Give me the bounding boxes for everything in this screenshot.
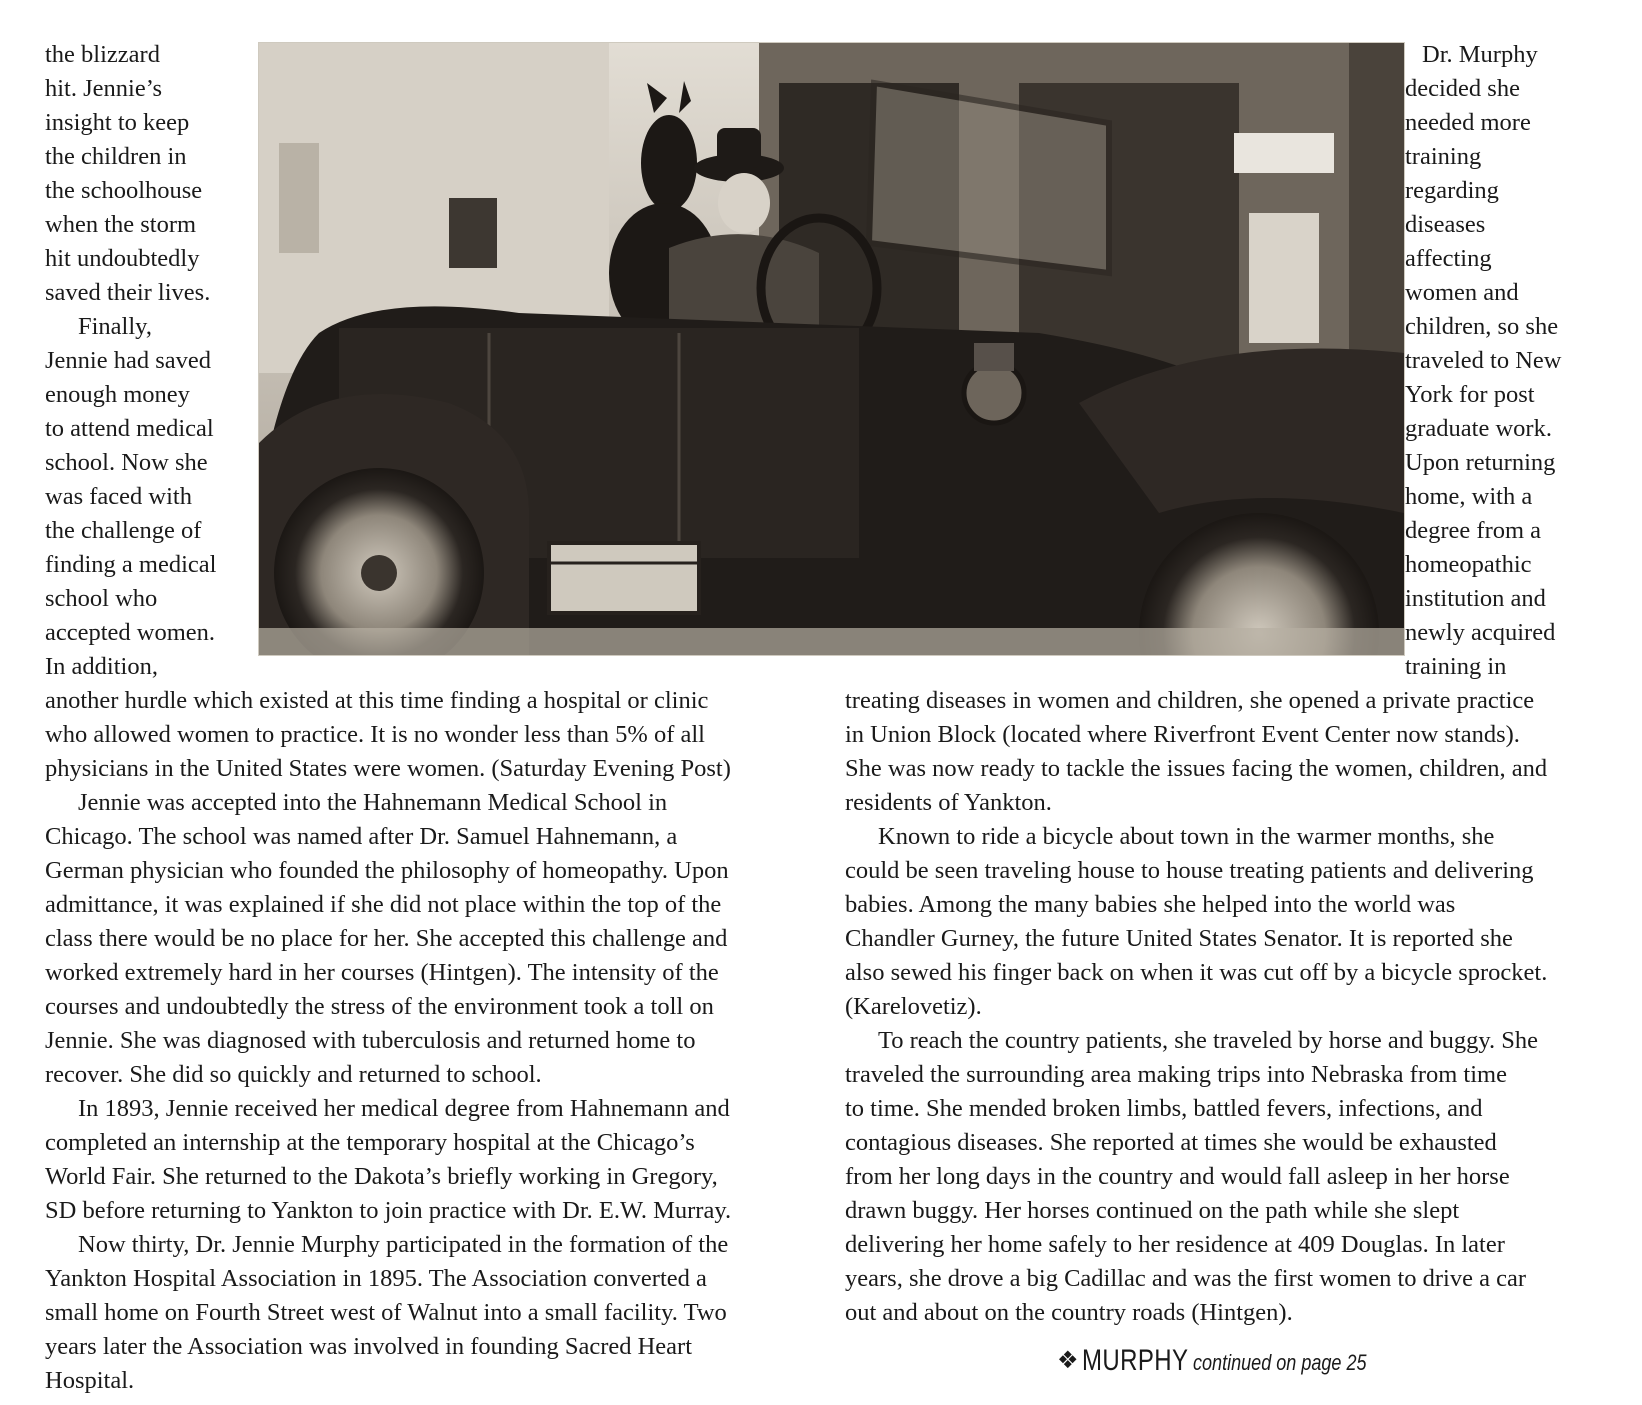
text-line: children, so she: [1405, 313, 1559, 340]
continuation-text: continued on page 25: [1192, 1350, 1367, 1375]
text-line: class there would be no place for her. She accepted this challenge and: [45, 925, 728, 952]
text-line: school. Now she: [45, 449, 208, 476]
text-line: recover. She did so quickly and returned to school.: [45, 1061, 542, 1088]
text-line: the blizzard: [45, 41, 160, 68]
text-line: institution and: [1405, 585, 1546, 612]
text-line: Finally,: [78, 313, 152, 340]
text-line: accepted women.: [45, 619, 216, 646]
text-line: degree from a: [1405, 517, 1542, 544]
text-line: worked extremely hard in her courses (Hintgen). The intensity of the: [45, 959, 719, 986]
text-line: physicians in the United States were women. (Saturday Evening Post): [45, 755, 731, 782]
car-photo-illustration: [259, 43, 1404, 655]
text-line: small home on Fourth Street west of Walnut into a small facility. Two: [45, 1299, 727, 1326]
text-line: from her long days in the country and would fall asleep in her horse: [845, 1163, 1510, 1190]
text-line: traveled the surrounding area making trips into Nebraska from time: [845, 1061, 1507, 1088]
text-line: contagious diseases. She reported at times she would be exhausted: [845, 1129, 1497, 1156]
text-line: to time. She mended broken limbs, battled fevers, infections, and: [845, 1095, 1483, 1122]
text-line: (Karelovetiz).: [845, 993, 982, 1020]
text-line: in Union Block (located where Riverfront Event Center now stands).: [845, 721, 1520, 748]
text-line: also sewed his finger back on when it was cut off by a bicycle sprocket.: [845, 959, 1548, 986]
text-line: the schoolhouse: [45, 177, 203, 204]
text-line: World Fair. She returned to the Dakota’s briefly working in Gregory,: [45, 1163, 718, 1190]
text-line: residents of Yankton.: [845, 789, 1052, 816]
four-diamond-ornament-icon: ❖: [1057, 1347, 1079, 1374]
text-line: training in: [1405, 653, 1507, 680]
text-line: insight to keep: [45, 109, 190, 136]
text-line: In addition,: [45, 653, 158, 680]
text-line: Jennie was accepted into the Hahnemann Medical School in: [78, 789, 668, 816]
text-line: home, with a: [1405, 483, 1533, 510]
text-line: regarding: [1405, 177, 1499, 204]
text-line: to attend medical: [45, 415, 214, 442]
text-line: years later the Association was involved in founding Sacred Heart: [45, 1333, 693, 1360]
text-line: To reach the country patients, she traveled by horse and buggy. She: [878, 1027, 1539, 1054]
text-line: Chicago. The school was named after Dr. Samuel Hahnemann, a: [45, 823, 678, 850]
text-line: school who: [45, 585, 158, 612]
text-line: another hurdle which existed at this time finding a hospital or clinic: [45, 687, 709, 714]
text-line: affecting: [1405, 245, 1492, 272]
text-line: hit undoubtedly: [45, 245, 200, 272]
text-line: was faced with: [45, 483, 192, 510]
text-line: Yankton Hospital Association in 1895. The Association converted a: [45, 1265, 707, 1292]
text-line: homeopathic: [1405, 551, 1532, 578]
text-line: Known to ride a bicycle about town in the warmer months, she: [878, 823, 1495, 850]
text-line: German physician who founded the philosophy of homeopathy. Upon: [45, 857, 729, 884]
continuation-label: MURPHY: [1081, 1344, 1188, 1377]
text-line: York for post: [1405, 381, 1535, 408]
text-line: courses and undoubtedly the stress of the environment took a toll on: [45, 993, 714, 1020]
text-line: completed an internship at the temporary hospital at the Chicago’s: [45, 1129, 695, 1156]
text-line: admittance, it was explained if she did not place within the top of the: [45, 891, 722, 918]
text-line: could be seen traveling house to house treating patients and delivering: [845, 857, 1534, 884]
text-line: treating diseases in women and children, she opened a private practice: [845, 687, 1535, 714]
text-line: years, she drove a big Cadillac and was the first women to drive a car: [845, 1265, 1526, 1292]
text-line: needed more: [1405, 109, 1531, 136]
text-line: the children in: [45, 143, 187, 170]
text-line: delivering her home safely to her residence at 409 Douglas. In later: [845, 1231, 1505, 1258]
text-line: enough money: [45, 381, 190, 408]
text-line: Jennie. She was diagnosed with tuberculosis and returned home to: [45, 1027, 696, 1054]
text-line: drawn buggy. Her horses continued on the path while she slept: [845, 1197, 1460, 1224]
text-line: finding a medical: [45, 551, 217, 578]
text-line: Upon returning: [1405, 449, 1556, 476]
text-line: babies. Among the many babies she helped into the world was: [845, 891, 1456, 918]
text-line: decided she: [1405, 75, 1520, 102]
text-line: newly acquired: [1405, 619, 1556, 646]
text-line: out and about on the country roads (Hintgen).: [845, 1299, 1293, 1326]
text-line: Now thirty, Dr. Jennie Murphy participated in the formation of the: [78, 1231, 729, 1258]
text-line: Jennie had saved: [45, 347, 211, 374]
text-line: the challenge of: [45, 517, 202, 544]
text-line: She was now ready to tackle the issues facing the women, children, and: [845, 755, 1548, 782]
continuation-reference: [1057, 1344, 1404, 1378]
text-line: diseases: [1405, 211, 1486, 238]
vintage-car-photo: [258, 42, 1405, 656]
text-line: In 1893, Jennie received her medical degree from Hahnemann and: [78, 1095, 730, 1122]
text-line: Dr. Murphy: [1422, 41, 1538, 68]
text-line: when the storm: [45, 211, 197, 238]
text-line: women and: [1405, 279, 1519, 306]
text-line: traveled to New: [1405, 347, 1562, 374]
text-line: training: [1405, 143, 1482, 170]
text-line: who allowed women to practice. It is no wonder less than 5% of all: [45, 721, 705, 748]
text-line: Chandler Gurney, the future United States Senator. It is reported she: [845, 925, 1513, 952]
text-line: Hospital.: [45, 1367, 135, 1394]
text-line: hit. Jennie’s: [45, 75, 163, 102]
text-line: graduate work.: [1405, 415, 1552, 442]
text-line: SD before returning to Yankton to join practice with Dr. E.W. Murray.: [45, 1197, 732, 1224]
text-line: saved their lives.: [45, 279, 211, 306]
